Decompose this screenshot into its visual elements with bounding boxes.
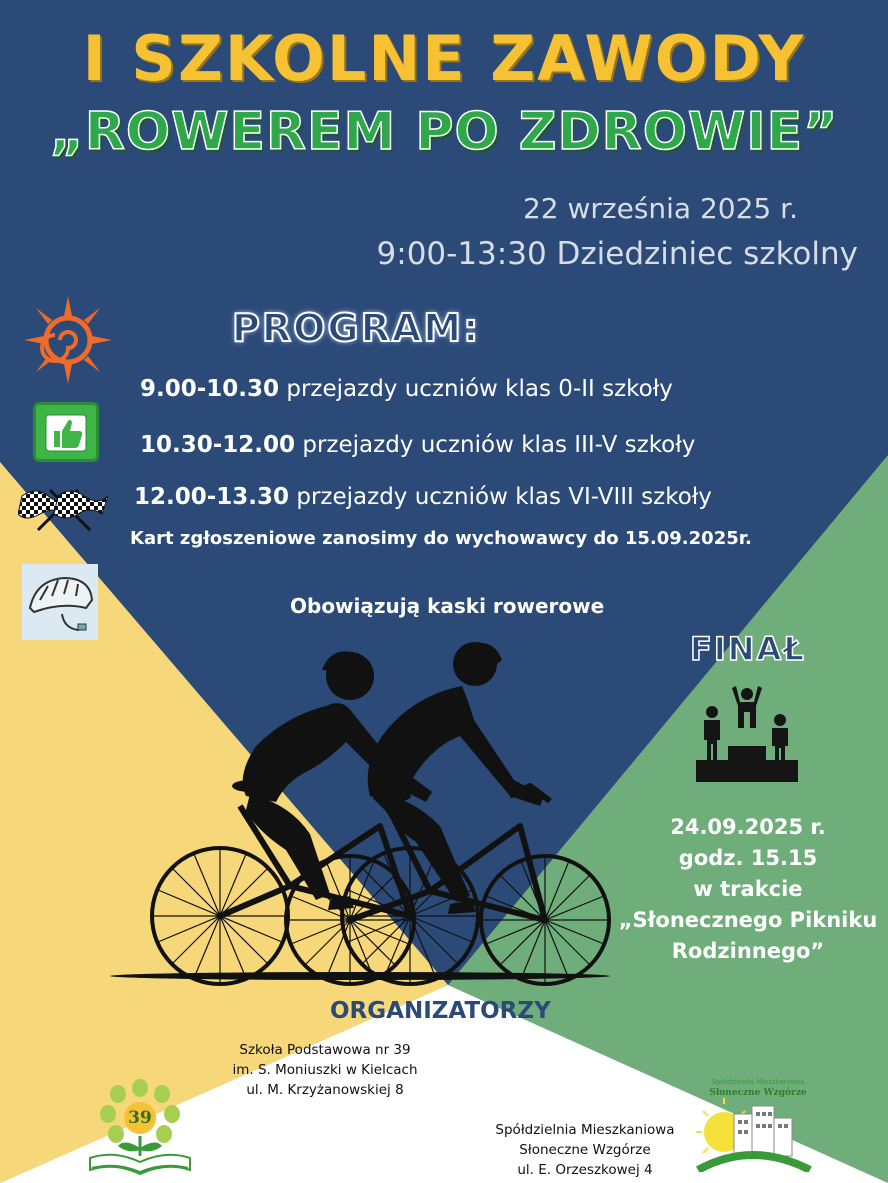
cooperative-logo-line-1: Spółdzielnia Mieszkaniowa bbox=[711, 1078, 805, 1086]
program-row-2-time: 10.30-12.00 bbox=[140, 432, 296, 458]
title-line-2: „ROWEREM PO ZDROWIE” bbox=[49, 102, 839, 162]
podium-icon bbox=[696, 686, 798, 782]
school-address bbox=[200, 1040, 450, 1100]
final-event-line-1: „Słonecznego Pikniku bbox=[618, 908, 878, 932]
checkered-flags-icon bbox=[18, 486, 110, 532]
helmets-required-note: Obowiązują kaski rowerowe bbox=[290, 594, 605, 618]
school-name: Szkoła Podstawowa nr 39 bbox=[239, 1042, 411, 1058]
cooperative-name: Spółdzielnia Mieszkaniowa bbox=[495, 1122, 675, 1138]
sun-icon bbox=[22, 294, 114, 386]
final-during: w trakcie bbox=[693, 877, 803, 901]
cooperative-address bbox=[470, 1120, 700, 1180]
program-row-1 bbox=[140, 376, 673, 402]
school-logo-number: 39 bbox=[128, 1108, 152, 1128]
final-heading: FINAŁ bbox=[690, 630, 806, 668]
title-line-1: I SZKOLNE ZAWODY bbox=[82, 22, 806, 95]
registration-note: Kart zgłoszeniowe zanosimy do wychowawcy do 15.09.2025r. bbox=[130, 528, 752, 549]
final-date: 24.09.2025 r. bbox=[670, 815, 826, 839]
cooperative-logo-line-2: Słoneczne Wzgórze bbox=[709, 1088, 807, 1098]
school-street: ul. M. Krzyżanowskiej 8 bbox=[246, 1082, 404, 1098]
program-row-1-time: 9.00-10.30 bbox=[140, 376, 280, 402]
cooperative-name-2: Słoneczne Wzgórze bbox=[519, 1142, 651, 1158]
program-row-3-desc: przejazdy uczniów klas VI-VIII szkoły bbox=[289, 484, 712, 510]
event-time-place: 9:00-13:30 Dziedziniec szkolny bbox=[376, 236, 858, 272]
cooperative-street: ul. E. Orzeszkowej 4 bbox=[517, 1162, 653, 1178]
school-logo bbox=[86, 1078, 194, 1176]
school-patron: im. S. Moniuszki w Kielcach bbox=[232, 1062, 418, 1078]
program-row-2 bbox=[140, 432, 695, 458]
final-event-line-2: Rodzinnego” bbox=[671, 939, 825, 963]
thumbs-up-icon bbox=[33, 402, 99, 462]
organizers-heading: ORGANIZATORZY bbox=[330, 998, 551, 1024]
program-row-1-desc: przejazdy uczniów klas 0-II szkoły bbox=[279, 376, 673, 402]
program-row-3 bbox=[134, 484, 712, 510]
final-info bbox=[610, 812, 886, 967]
event-date: 22 września 2025 r. bbox=[522, 192, 798, 225]
final-hour: godz. 15.15 bbox=[678, 846, 818, 870]
program-row-3-time: 12.00-13.30 bbox=[134, 484, 290, 510]
program-heading: PROGRAM: bbox=[232, 306, 481, 350]
program-row-2-desc: przejazdy uczniów klas III-V szkoły bbox=[295, 432, 696, 458]
bike-helmet-icon bbox=[22, 564, 98, 640]
cooperative-logo bbox=[696, 1074, 812, 1172]
cyclists-silhouette-icon bbox=[90, 636, 630, 986]
